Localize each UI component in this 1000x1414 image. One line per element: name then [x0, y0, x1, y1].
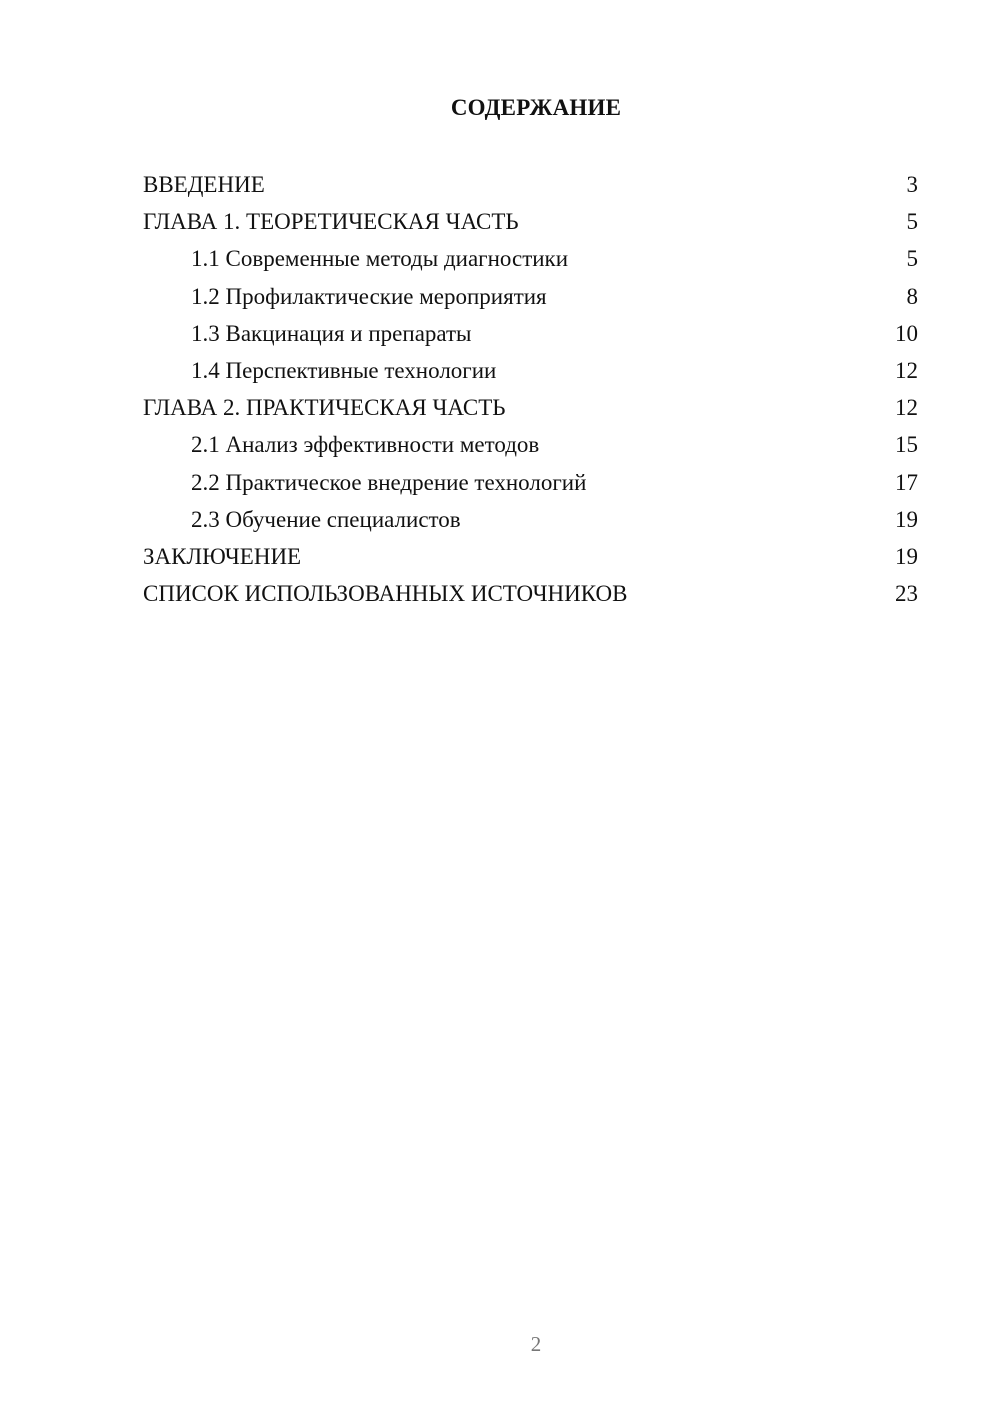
toc-subentry — [143, 315, 918, 352]
toc-entry-page: 3 — [906, 172, 918, 197]
toc-entry-page: 19 — [895, 506, 918, 532]
toc-entry-page: 5 — [906, 246, 918, 272]
toc-entry — [143, 203, 918, 240]
toc-entry-label: 1.4 Перспективные технологии — [191, 357, 497, 383]
toc-entry — [143, 575, 918, 612]
toc-entry-label: 1.2 Профилактические мероприятия — [191, 283, 547, 309]
page-number: 2 — [530, 1332, 542, 1356]
toc-entry-page: 17 — [895, 469, 918, 495]
toc-entry — [143, 538, 918, 575]
toc-entry-label: ГЛАВА 1. ТЕОРЕТИЧЕСКАЯ ЧАСТЬ — [143, 209, 519, 235]
toc-entry-label: ВВЕДЕНИЕ — [143, 172, 265, 197]
toc-entry-label: 2.2 Практическое внедрение технологий — [191, 469, 587, 495]
toc-entry-label: 1.3 Вакцинация и препараты — [191, 320, 472, 346]
toc-entry-page: 12 — [895, 357, 918, 383]
toc-subentry — [143, 501, 918, 538]
toc-entry-page: 12 — [895, 395, 918, 421]
toc-entry-page: 5 — [906, 209, 918, 235]
toc-entry — [143, 166, 918, 203]
toc-entry — [143, 389, 918, 426]
toc-entry-page: 23 — [895, 581, 918, 607]
table-of-contents — [143, 166, 918, 612]
toc-subentry — [143, 278, 918, 315]
toc-entry-page: 19 — [895, 543, 918, 569]
toc-entry-page: 10 — [895, 320, 918, 346]
toc-subentry — [143, 240, 918, 277]
toc-entry-page: 15 — [895, 432, 918, 458]
page-title: СОДЕРЖАНИЕ — [450, 95, 622, 120]
toc-entry-label: 2.3 Обучение специалистов — [191, 506, 461, 532]
toc-subentry — [143, 352, 918, 389]
toc-entry-label: ЗАКЛЮЧЕНИЕ — [143, 543, 302, 569]
toc-subentry — [143, 426, 918, 463]
toc-entry-label: ГЛАВА 2. ПРАКТИЧЕСКАЯ ЧАСТЬ — [143, 395, 506, 421]
toc-entry-label: СПИСОК ИСПОЛЬЗОВАННЫХ ИСТОЧНИКОВ — [143, 581, 628, 607]
toc-entry-page: 8 — [906, 283, 918, 309]
toc-subentry — [143, 464, 918, 501]
toc-entry-label: 2.1 Анализ эффективности методов — [191, 432, 540, 458]
toc-entry-label: 1.1 Современные методы диагностики — [191, 246, 569, 272]
